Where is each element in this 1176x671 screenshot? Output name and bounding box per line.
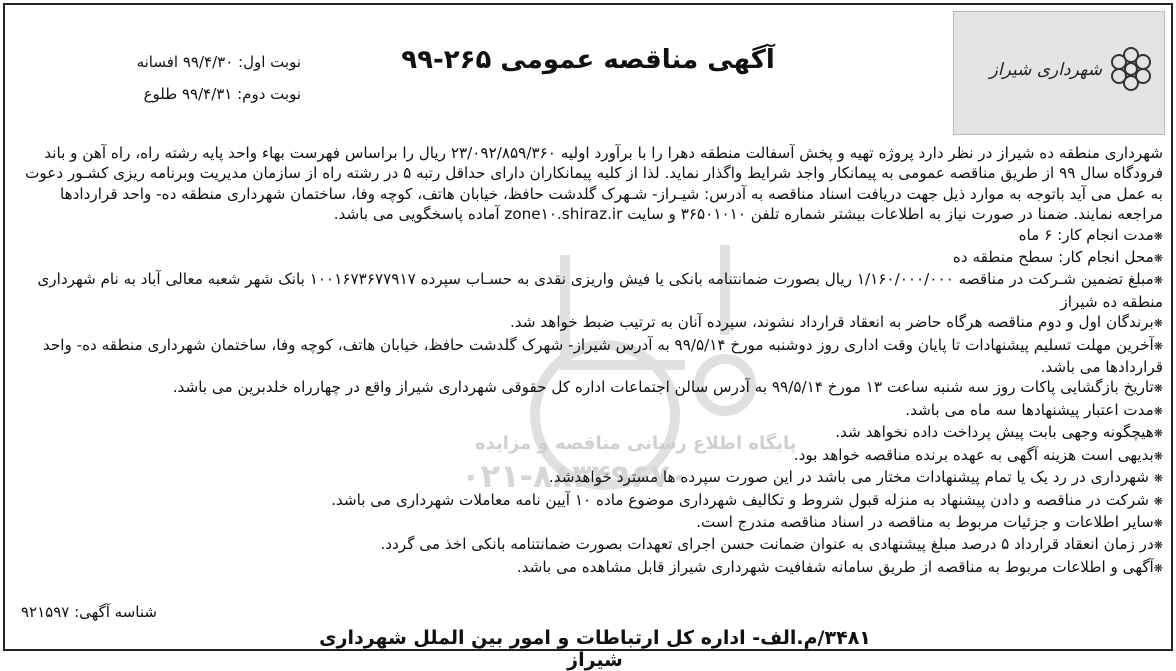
condition-item: ❋ تاریخ بازگشایی پاکات روز سه شنبه ساعت ۱۳ مورخ ۹۹/۵/۱۴ به آدرس سالن اجتماعات اداره کل حقوقی شهرداری شیراز واقع در چهارراه خلدبرین می باشد. <box>13 377 1163 399</box>
municipality-logo <box>953 11 1165 135</box>
condition-item: ❋ بدیهی است هزینه آگهی به عهده برنده مناقصه خواهد بود. <box>13 445 1163 467</box>
condition-item: ❋ مدت اعتبار پیشنهادها سه ماه می باشد. <box>13 400 1163 422</box>
condition-item: ❋ در زمان انعقاد قرارداد ۵ درصد مبلغ پیشنهادی به عنوان ضمانت حسن اجرای تعهدات بصورت ضمانتنامه بانکی اخذ می گردد. <box>13 534 1163 556</box>
intro-paragraph: شهرداری منطقه ده شیراز در نظر دارد پروژه تهیه و پخش آسفالت منطقه دهرا را با برآورد اولیه ۲۳/۰۹۲/۸۵۹/۳۶۰ ریال را براساس فهرست بهاء واحد پایه رشته راه، راه آهن و باند فرودگاه سال ۹۹ از طریق مناقصه عمومی به پیمانکار واجد شرایط واگذار نماید. لذا از کلیه پیمانکاران دارای حداقل رتبه ۵ در رشته راه از سازمان مدیریت وبرنامه ریزی کشـور دعوت به عمل می آید باتوجه به موارد ذیل جهت دریافت اسناد مناقصه به آدرس: شیـراز- شـهرک گلدشت حافظ، خیابان هاتف، کوچه وفا، ساختمان شهرداری منطقه ده- واحد قراردادها مراجعه نمایند. ضمنا در صورت نیاز به اطلاعات بیشتر شماره تلفن ۳۶۵۰۱۰۱۰ و سایت zone۱۰.shiraz.ir آماده پاسخگویی می باشد. <box>25 144 1163 224</box>
second-publication: نوبت دوم: ۹۹/۴/۳۱ طلوع <box>143 85 301 103</box>
condition-item: ❋ محل انجام کار: سطح منطقه ده <box>13 247 1163 269</box>
notice-header <box>5 5 1171 139</box>
ad-id: شناسه آگهی: ۹۲۱۵۹۷ <box>21 603 157 621</box>
tender-notice <box>3 3 1173 671</box>
notice-title: آگهی مناقصه عمومی ۲۶۵-۹۹ <box>401 45 775 75</box>
condition-item: ❋ مبلغ تضمین شـرکت در مناقصه ۱/۱۶۰/۰۰۰/۰۰۰ ریال بصورت ضمانتنامه بانکی یا فیش واریزی نقدی به حسـاب سپرده ۱۰۰۱۶۷۳۶۷۷۹۱۷ بانک شهر شعبه معالی آباد به نام شهرداری منطقه ده شیراز <box>13 269 1163 312</box>
condition-item: ❋ شهرداری در رد یک یا تمام پیشنهادات مختار می باشد در این صورت سپرده ها مسترد خواهدشد. <box>13 467 1163 489</box>
footer-signature: ۳۴۸۱/م.الف- اداره کل ارتباطات و امور بین الملل شهرداری شیراز <box>319 627 871 671</box>
notice-body <box>13 143 1163 579</box>
condition-item: ❋ آخرین مهلت تسلیم پیشنهادات تا پایان وقت اداری روز دوشنبه مورخ ۹۹/۵/۱۴ به آدرس شیراز- شهرک گلدشت حافظ، خیابان هاتف، کوچه وفا، ساختمان شهرداری منطقه ده- واحد قراردادها می باشد. <box>13 335 1163 378</box>
first-publication: نوبت اول: ۹۹/۴/۳۰ افسانه <box>136 53 301 71</box>
logo-wordmark: شهرداری شیراز <box>989 60 1102 80</box>
watermark-phone: ۰۲۱-۸۸۳۴۹۶۷۰ <box>461 457 690 495</box>
condition-item: ❋ برندگان اول و دوم مناقصه هرگاه حاضر به انعقاد قرارداد نشوند، سپرده آنان به ترتیب ضبط خواهد شد. <box>13 312 1163 334</box>
condition-item: ❋ هیچگونه وجهی بابت پیش پرداخت داده نخواهد شد. <box>13 422 1163 444</box>
condition-item: ❋ آگهی و اطلاعات مربوط به مناقصه از طریق سامانه شفافیت شهرداری شیراز قابل مشاهده می باشد. <box>13 557 1163 579</box>
condition-item: ❋ سایر اطلاعات و جزئیات مربوط به مناقصه در اسناد مناقصه مندرج است. <box>13 512 1163 534</box>
condition-item: ❋ شرکت در مناقصه و دادن پیشنهاد به منزله قبول شروط و تکالیف شهرداری موضوع ماده ۱۰ آیین نامه معاملات شهرداری می باشد. <box>13 490 1163 512</box>
condition-item: ❋ مدت انجام کار: ۶ ماه <box>13 225 1163 247</box>
rosette-icon <box>1108 46 1154 92</box>
watermark-text: پایگاه اطلاع رسانی مناقصه و مزایده <box>475 433 797 454</box>
